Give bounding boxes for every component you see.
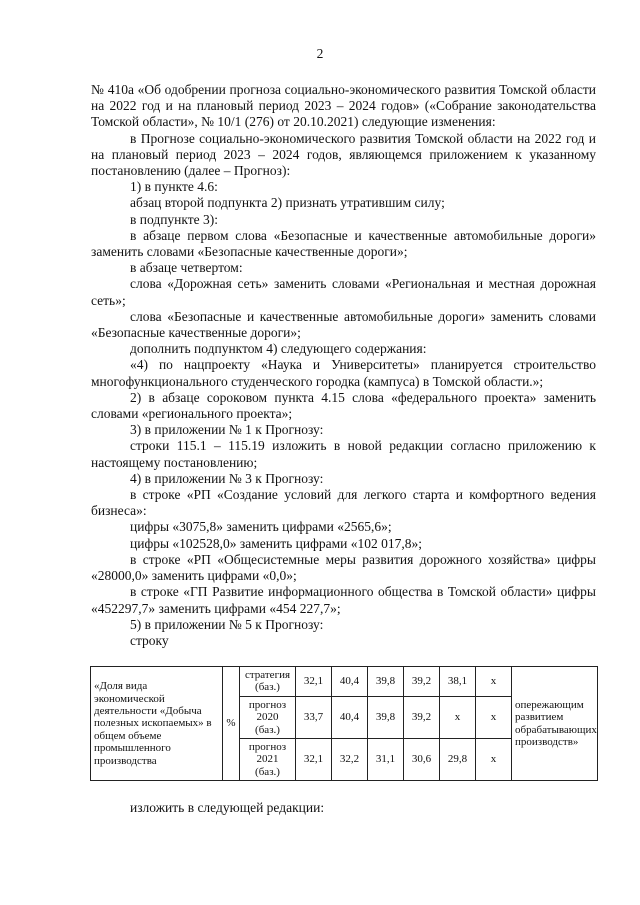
indicator-table	[90, 666, 598, 781]
paragraph: в Прогнозе социально-экономического развития Томской области на 2022 год и на плановый период 2023 – 2024 годов, являющемся приложением к указанному постановлению (далее – Прогноз):	[91, 130, 596, 179]
note-cell: опережающим развитием обрабатывающих производств»	[512, 667, 598, 781]
paragraph: цифры «3075,8» заменить цифрами «2565,6»;	[130, 519, 392, 535]
document-body	[91, 82, 596, 649]
row-label-cell: прогноз 2021 (баз.)	[240, 739, 296, 781]
paragraph: в подпункте 3):	[130, 211, 219, 227]
value-cell: x	[440, 696, 476, 738]
value-cell: x	[476, 696, 512, 738]
paragraph: в строке «ГП Развитие информационного общества в Томской области» цифры «452297,7» заменить цифрами «454 227,7»;	[91, 584, 596, 616]
value-cell: 32,2	[332, 739, 368, 781]
paragraph: в абзаце первом слова «Безопасные и качественные автомобильные дороги» заменить словами «Безопасные качественные дороги»;	[91, 227, 596, 260]
value-cell: 33,7	[296, 696, 332, 738]
paragraph: 3) в приложении № 1 к Прогнозу:	[130, 422, 324, 438]
paragraph: дополнить подпунктом 4) следующего содержания:	[130, 341, 427, 357]
paragraph: слова «Дорожная сеть» заменить словами «Региональная и местная дорожная сеть»;	[91, 276, 596, 308]
page-number: 2	[316, 46, 324, 61]
value-cell: 38,1	[440, 667, 476, 697]
value-cell: 30,6	[404, 739, 440, 781]
paragraph: № 410а «Об одобрении прогноза социально-экономического развития Томской области на 2022 год и на плановый период 2023 – 2024 годов» («Собрание законодательства Томской области», № 10/1 (276) от 20.10.2021) следующие изменения:	[91, 82, 596, 130]
value-cell: x	[476, 739, 512, 781]
value-cell: 39,8	[368, 696, 404, 738]
value-cell: 31,1	[368, 739, 404, 781]
table-row	[91, 667, 598, 697]
paragraph: абзац второй подпункта 2) признать утратившим силу;	[130, 195, 445, 211]
value-cell: 32,1	[296, 667, 332, 697]
value-cell: 29,8	[440, 739, 476, 781]
paragraph: 4) в приложении № 3 к Прогнозу:	[130, 470, 324, 486]
value-cell: 40,4	[332, 696, 368, 738]
paragraph: в абзаце четвертом:	[130, 260, 243, 276]
value-cell: 32,1	[296, 739, 332, 781]
row-label-cell: прогноз 2020 (баз.)	[240, 696, 296, 738]
closing-text: изложить в следующей редакции:	[130, 800, 325, 815]
paragraph: строку	[130, 632, 169, 648]
paragraph: 2) в абзаце сороковом пункта 4.15 слова «федерального проекта» заменить словами «регионального проекта»;	[91, 389, 596, 422]
unit-cell: %	[223, 667, 240, 781]
indicator-name-cell: «Доля вида экономической деятельности «Добыча полезных ископаемых» в общем объеме промышленного производства	[91, 667, 223, 781]
indicator-table-wrap	[90, 666, 597, 781]
value-cell: x	[476, 667, 512, 697]
row-label-cell: стратегия (баз.)	[240, 667, 296, 697]
value-cell: 39,2	[404, 667, 440, 697]
paragraph: слова «Безопасные и качественные автомобильные дороги» заменить словами «Безопасные качественные дороги»;	[91, 308, 596, 341]
paragraph: 1) в пункте 4.6:	[130, 179, 218, 195]
paragraph: 5) в приложении № 5 к Прогнозу:	[130, 616, 324, 632]
paragraph: цифры «102528,0» заменить цифрами «102 017,8»;	[130, 535, 422, 551]
value-cell: 40,4	[332, 667, 368, 697]
value-cell: 39,8	[368, 667, 404, 697]
paragraph: в строке «РП «Создание условий для легкого старта и комфортного ведения бизнеса»:	[91, 487, 596, 519]
paragraph: строки 115.1 – 115.19 изложить в новой редакции согласно приложению к настоящему постановлению;	[91, 438, 596, 470]
paragraph: в строке «РП «Общесистемные меры развития дорожного хозяйства» цифры «28000,0» заменить цифрами «0,0»;	[91, 551, 596, 584]
paragraph: «4) по нацпроекту «Наука и Университеты» планируется строительство многофункционального студенческого городка (кампуса) в Томской области.»;	[91, 357, 596, 389]
value-cell: 39,2	[404, 696, 440, 738]
